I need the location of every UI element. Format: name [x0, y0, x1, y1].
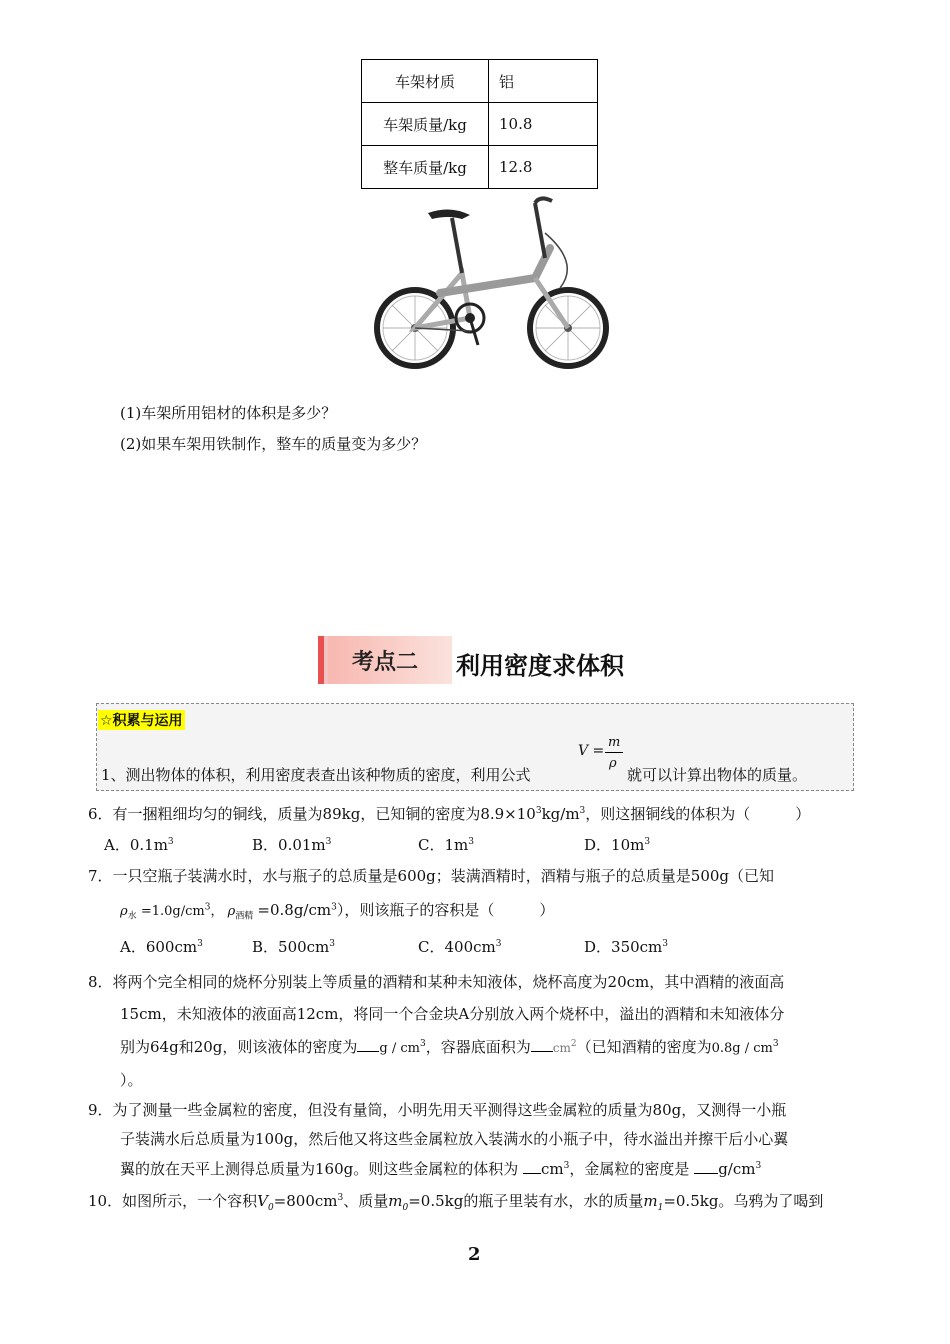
q9-line1: 9．为了测量一些金属粒的密度，但没有量筒，小明先用天平测得这些金属粒的质量为80g，又测得一小瓶 [88, 1101, 787, 1119]
sub: 水 [127, 911, 137, 922]
sub: 酒精 [235, 911, 254, 922]
sup: 3 [419, 1039, 426, 1049]
formula-v: V = [578, 743, 605, 759]
question-2: (2)如果车架用铁制作，整车的质量变为多少？ [120, 435, 427, 453]
folding-bicycle-image [370, 193, 610, 373]
table-cell: 铝 [489, 60, 598, 103]
q8-line3-text: ，容器底面积为 [425, 1038, 531, 1056]
q6-unit: kg/m [541, 805, 580, 823]
sup: 2 [570, 1039, 577, 1049]
sup: 3 [579, 806, 586, 816]
q7-line2 [120, 899, 554, 922]
unit: g / cm [379, 1041, 420, 1056]
answer-blank[interactable] [531, 1037, 553, 1052]
q9-line3 [120, 1158, 761, 1179]
q8-line3-text: （已知酒精的密度为 [576, 1038, 712, 1056]
rho-water-value: =1.0g/cm [140, 904, 205, 919]
q7-option-a[interactable]: A．$600cm^3$ [120, 938, 203, 956]
answer-blank[interactable] [694, 1159, 718, 1174]
unit: 0.8g / cm [711, 1041, 773, 1056]
sub: 1 [657, 1203, 664, 1213]
var: m [388, 1192, 403, 1210]
table-cell: 车架材质 [362, 60, 489, 103]
q8-line3-text: 别为64g和20g，则该液体的密度为 [120, 1038, 358, 1056]
q10-text: 、质量 [343, 1192, 389, 1210]
q6-option-a[interactable]: A．$0.1m^3$ [104, 836, 174, 854]
sup: 3 [331, 902, 337, 913]
q8-line2: 15cm，未知液体的液面高12cm，将同一个合金块A分别放入两个烧杯中，溢出的酒精和未知液体分 [120, 1005, 785, 1023]
table-cell: 车架质量/kg [362, 103, 489, 146]
separator: ， [210, 904, 224, 919]
section-title: 利用密度求体积 [456, 652, 624, 680]
table-cell: 12.8 [489, 146, 598, 189]
unit: g/cm [718, 1160, 756, 1178]
q8-line1: 8．将两个完全相同的烧杯分别装上等质量的酒精和某种未知液体，烧杯高度为20cm，其中酒精的液面高 [88, 973, 785, 991]
table-row [362, 103, 598, 146]
var: m [643, 1192, 658, 1210]
table-cell: 整车质量/kg [362, 146, 489, 189]
unit: cm [552, 1041, 571, 1055]
sup: 3 [772, 1039, 779, 1049]
q6-stem [88, 803, 810, 824]
unit: cm [541, 1160, 564, 1178]
rho-symbol: ρ [227, 904, 236, 919]
q6-option-c[interactable]: C．$1m^3$ [418, 836, 474, 854]
formula-m: m [608, 735, 621, 750]
table-row [362, 146, 598, 189]
q10-text: =800cm [273, 1192, 338, 1210]
sup: 3 [535, 806, 542, 816]
tip-text [101, 764, 531, 785]
answer-blank[interactable] [523, 1159, 541, 1174]
rho-symbol: ρ [120, 904, 128, 919]
q10-text: =0.5kg。乌鸦为了喝到 [663, 1192, 824, 1210]
section-tag: 考点二 [318, 636, 452, 684]
sup: 3 [563, 1161, 570, 1171]
sup: 3 [204, 902, 211, 913]
question-1: (1)车架所用铝材的体积是多少？ [120, 404, 337, 422]
q7-option-d[interactable]: D．$350cm^3$ [584, 938, 669, 956]
q6-stem-end: ，则这捆铜线的体积为（ ） [585, 805, 811, 823]
q7-line2-end: ），则该瓶子的容积是（ ） [336, 901, 555, 919]
q10-text: 10．如图所示，一个容积 [88, 1192, 258, 1210]
tip-text-after: 就可以计算出物体的质量。 [627, 766, 808, 784]
q7-option-c[interactable]: C．$400cm^3$ [418, 938, 502, 956]
q7-option-b[interactable]: B．$500cm^3$ [252, 938, 336, 956]
sup: 3 [337, 1193, 344, 1203]
tip-text-before: 1、测出物体的体积，利用密度表查出该种物质的密度，利用公式 [101, 766, 531, 784]
bike-spec-table [361, 59, 598, 189]
q9-line2: 子装满水后总质量为100g，然后他又将这些金属粒放入装满水的小瓶子中，待水溢出并擦干后小心翼 [120, 1130, 789, 1148]
q8-line4: ）。 [120, 1071, 143, 1089]
table-row [362, 60, 598, 103]
q9-line3-text: 翼的放在天平上测得总质量为160g。则这些金属粒的体积为 [120, 1160, 519, 1178]
answer-blank[interactable] [357, 1037, 379, 1052]
q6-option-d[interactable]: D．$10m^3$ [584, 836, 651, 854]
q10-text: =0.5kg的瓶子里装有水，水的质量 [408, 1192, 644, 1210]
q10-line1 [88, 1190, 823, 1213]
tip-label: ☆积累与运用 [98, 710, 185, 730]
q8-line3 [120, 1036, 779, 1057]
var: V [257, 1192, 268, 1210]
page-number: 2 [468, 1244, 481, 1265]
q6-option-b[interactable]: B．$0.01m^3$ [252, 836, 332, 854]
q7-line1: 7．一只空瓶子装满水时，水与瓶子的总质量是600g；装满酒精时，酒精与瓶子的总质量是500g（已知 [88, 867, 775, 885]
formula-rho: ρ [609, 756, 617, 771]
table-cell: 10.8 [489, 103, 598, 146]
sub: 0 [267, 1203, 274, 1213]
q9-line3-text: ，金属粒的密度是 [569, 1160, 690, 1178]
q6-stem-text: 6．有一捆粗细均匀的铜线，质量为89kg，已知铜的密度为8.9×10 [88, 805, 536, 823]
rho-alcohol-value: =0.8g/cm [257, 901, 332, 919]
sub: 0 [402, 1203, 409, 1213]
fraction-bar [605, 752, 623, 753]
sup: 3 [755, 1161, 762, 1171]
